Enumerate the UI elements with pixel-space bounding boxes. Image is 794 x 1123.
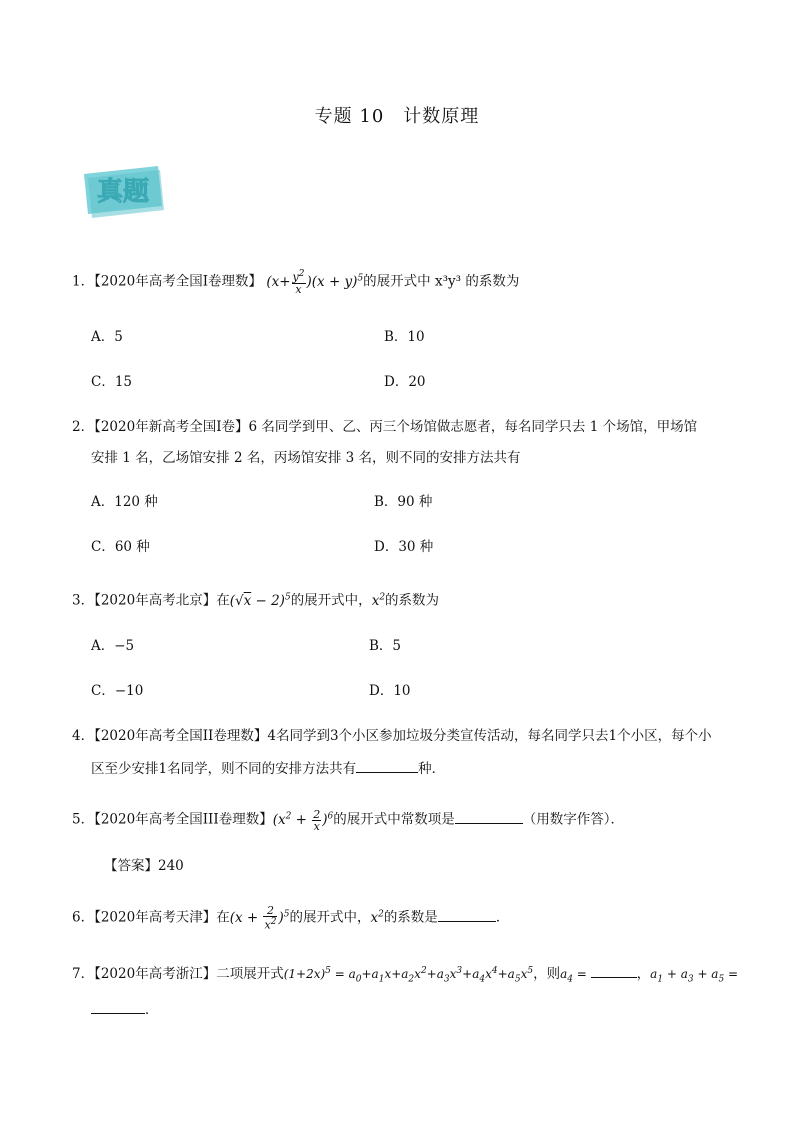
question-6 — [72, 904, 509, 931]
question-2-line2: 安排 1 名，乙场馆安排 2 名，丙场馆安排 3 名，则不同的安排方法共有 — [91, 450, 521, 466]
question-number: 5． — [72, 811, 95, 828]
question-5 — [72, 806, 624, 832]
question-text: 种． — [418, 761, 446, 777]
question-text: 在 — [216, 592, 230, 609]
question-7 — [72, 961, 738, 989]
question-text: 的展开式中， — [289, 909, 371, 926]
question-number: 3． — [72, 592, 95, 609]
option-a[interactable]: A．−5 — [91, 638, 135, 654]
badge-text: 真题 — [96, 177, 150, 207]
option-d[interactable]: D．10 — [369, 683, 411, 699]
formula-7c: $a_1 + a_3 + a_5$ = — [650, 967, 739, 985]
question-text: ，则 — [533, 966, 561, 982]
question-4-line2 — [91, 758, 445, 779]
question-text: ． — [495, 909, 510, 926]
answer-blank[interactable] — [438, 907, 496, 922]
question-text: （用数字作答）． — [522, 811, 624, 828]
option-d[interactable]: D．30 种 — [374, 539, 434, 555]
question-text: 6 名同学到甲、乙、丙三个场馆做志愿者，每名同学只去 1 个场馆，甲场馆 — [248, 419, 698, 435]
formula-3b: $x^2$ — [371, 592, 386, 609]
question-text: ， — [636, 966, 651, 982]
question-source: 【2020年高考浙江】 — [94, 966, 217, 982]
question-1 — [72, 268, 519, 295]
formula-3: $(√x - 2)^5$ — [229, 592, 291, 609]
formula-6: (x + $\frac{2}{x^2}$ )$^5$ — [229, 904, 290, 932]
option-c[interactable]: C．−10 — [91, 683, 144, 699]
question-text: 二项展开式 — [216, 966, 284, 982]
question-source: 【2020年高考天津】 — [94, 909, 217, 926]
question-text: 在 — [216, 909, 230, 926]
question-text: 4名同学到3个小区参加垃圾分类宣传活动，每名同学只去1个小区，每个小 — [267, 728, 712, 744]
zhenti-badge — [80, 162, 166, 218]
question-2 — [72, 417, 697, 437]
question-number: 2． — [72, 419, 95, 435]
option-a[interactable]: A．120 种 — [91, 494, 158, 510]
option-b[interactable]: B．90 种 — [374, 494, 433, 510]
answer-blank[interactable] — [591, 963, 637, 978]
answer-line — [104, 856, 184, 876]
question-source: 【2020年高考全国II卷理数】 — [94, 728, 268, 744]
question-text: 的系数为 — [385, 592, 440, 609]
question-source: 【2020年高考全国III卷理数】 — [94, 811, 273, 828]
question-text: 的展开式中常数项是 — [333, 811, 455, 828]
formula-1: (x+ $\frac{y^2}{x}$ )$(x + y)^5$ — [266, 269, 364, 296]
page-title: 专题 10 计数原理 — [314, 106, 480, 127]
answer-blank[interactable] — [455, 809, 523, 824]
question-7-line2 — [91, 999, 159, 1020]
question-source: 【2020年高考全国Ⅰ卷理数】 — [94, 273, 263, 290]
formula-7: $(1+2x)^5 = a_0+a_1x+a_2x^2+a_3x^3+a_4x^4+a_5x^5$ — [283, 966, 534, 985]
option-b[interactable]: B．10 — [384, 329, 425, 345]
question-4 — [72, 726, 712, 746]
answer-blank[interactable] — [91, 999, 145, 1014]
option-c[interactable]: C．60 种 — [91, 539, 150, 555]
question-text: ． — [145, 1002, 159, 1018]
question-number: 7． — [72, 966, 95, 982]
option-a[interactable]: A．5 — [91, 329, 123, 345]
question-source: 【2020年新高考全国Ⅰ卷】 — [94, 419, 249, 435]
question-number: 4． — [72, 728, 95, 744]
formula-5: ($x^2$ + $\frac{2}{x}$ )$^6$ — [272, 807, 334, 833]
formula-7b: $a_4$ = — [560, 967, 591, 985]
question-source: 【2020年高考北京】 — [94, 592, 217, 609]
question-text: 区至少安排1名同学，则不同的安排方法共有 — [91, 761, 357, 777]
option-c[interactable]: C．15 — [91, 374, 133, 390]
option-d[interactable]: D．20 — [384, 374, 426, 390]
question-text: 的展开式中， — [290, 592, 372, 609]
answer-label: 【答案】 — [104, 858, 158, 874]
answer-blank[interactable] — [356, 758, 418, 773]
option-b[interactable]: B．5 — [369, 638, 402, 654]
question-number: 6． — [72, 909, 95, 926]
answer-value: 240 — [158, 858, 184, 874]
question-3 — [72, 587, 439, 611]
question-text: 的系数是 — [383, 909, 438, 926]
formula-6b: $x^2$ — [370, 909, 384, 926]
question-text: 的展开式中 x³y³ 的系数为 — [363, 273, 520, 290]
question-number: 1． — [72, 273, 95, 290]
